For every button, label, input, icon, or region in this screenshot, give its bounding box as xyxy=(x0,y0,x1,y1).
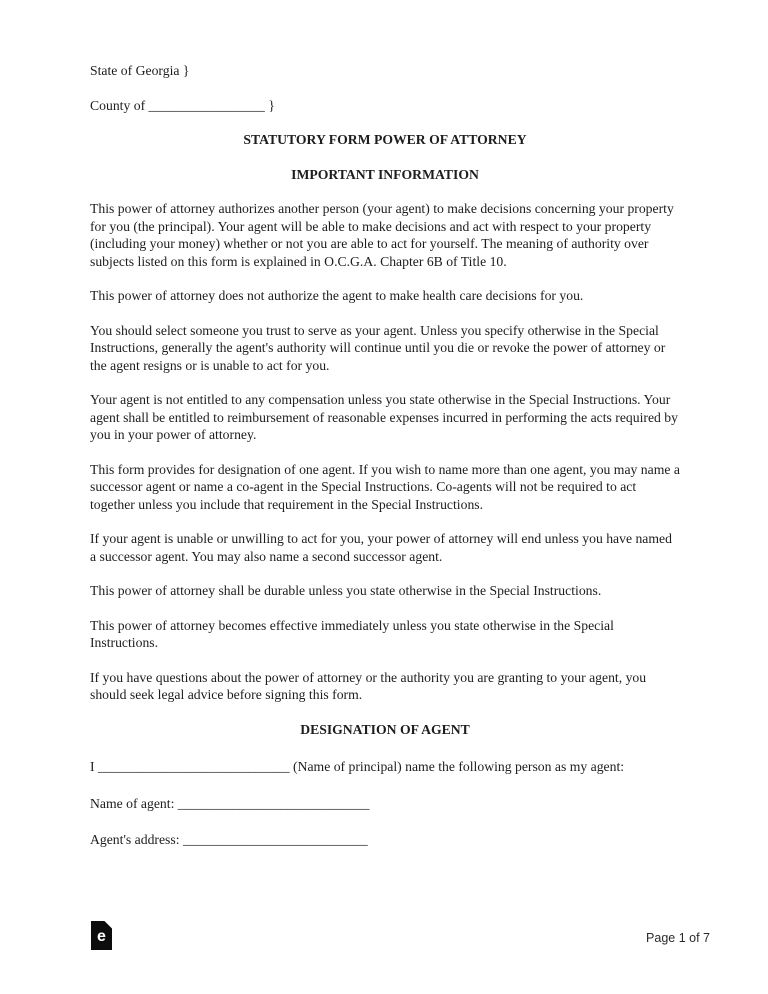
paragraph-health-care: This power of attorney does not authorize the agent to make health care decisions for you. xyxy=(90,288,584,303)
state-line: State of Georgia } xyxy=(90,63,190,78)
logo-letter: e xyxy=(97,928,106,945)
paragraph-select-agent: You should select someone you trust to serve as your agent. Unless you specify otherwise in the Special Instructions, generally the agent's authority will continue until you die or revoke the power of attorney or the agent resigns or is unable to act for you. xyxy=(90,322,666,373)
paragraph-effective: This power of attorney becomes effective immediately unless you state otherwise in the Special Instructions. xyxy=(90,617,614,650)
page-indicator: Page 1 of 7 xyxy=(646,931,710,945)
agent-name-line: Name of agent: ____________________________ xyxy=(90,795,370,811)
eforms-logo-icon xyxy=(91,921,112,950)
document-title: STATUTORY FORM POWER OF ATTORNEY xyxy=(243,132,527,147)
designation-of-agent-heading: DESIGNATION OF AGENT xyxy=(300,721,470,737)
paragraph-legal-advice: If you have questions about the power of attorney or the authority you are granting to your agent, you should seek legal advice before signing this form. xyxy=(90,669,647,702)
paragraph-durable: This power of attorney shall be durable unless you state otherwise in the Special Instructions. xyxy=(90,583,602,598)
principal-name-line: I ____________________________ (Name of principal) name the following person as my agent: xyxy=(90,759,625,774)
paragraph-one-agent: This form provides for designation of one agent. If you wish to name more than one agent, you may name a successor agent or name a co-agent in the Special Instructions. Co-agents will not be required to act together unless you include that requirement in the Special Instructions. xyxy=(90,461,680,512)
paragraph-successor-agent: If your agent is unable or unwilling to act for you, your power of attorney will end unless you have named a successor agent. You may also name a second successor agent. xyxy=(90,531,672,564)
paragraph-compensation: Your agent is not entitled to any compensation unless you state otherwise in the Special Instructions. Your agent shall be entitled to reimbursement of reasonable expenses incurred in performing the acts required by you in your power of attorney. xyxy=(90,392,678,442)
important-information-heading: IMPORTANT INFORMATION xyxy=(291,166,479,182)
county-line: County of _________________ } xyxy=(90,97,275,113)
agent-address-line: Agent's address: ___________________________ xyxy=(90,832,368,847)
paragraph-authorizes: This power of attorney authorizes another person (your agent) to make decisions concerning your property for you (the principal). Your agent will be able to make decisions and act with respect to your property (including your money) whether or not you are able to act for yourself. The meaning of authority over subjects listed on this form is explained in O.C.G.A. Chapter 6B of Title 10. xyxy=(90,201,674,269)
